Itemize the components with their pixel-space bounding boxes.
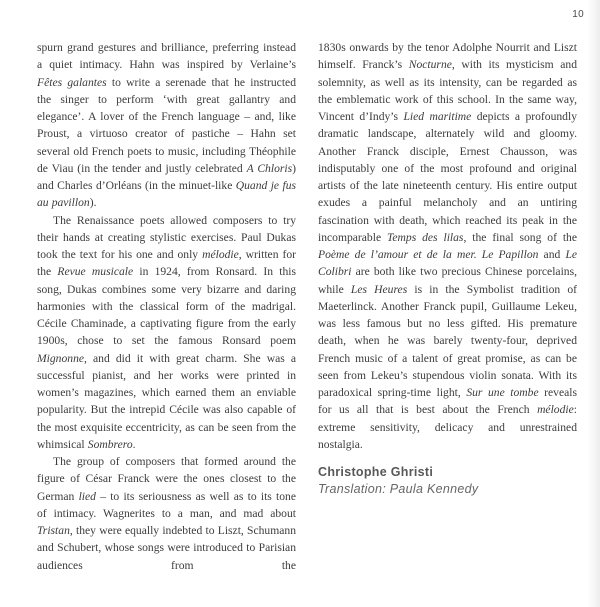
author-credit: Christophe Ghristi [318,465,434,479]
right-column [318,39,577,574]
paragraph: 1830s onwards by the tenor Adolphe Nourrit and Liszt himself. Franck’s Nocturne, with its mysticism and solemnity, as well as its intensity, can be regarded as the emblematic work of this school. In the same way, Vincent d’Indy’s Lied maritime depicts a profoundly dramatic landscape, alternately wild and gloomy. Another Franck disciple, Ernest Chausson, was indisputably one of the most profound and original artists of the late nineteenth century. His entire output exudes a painful melancholy and an untiring fascination with death, which reached its peak in the incomparable Temps des lilas, the final song of the Poème de l’amour et de la mer. Le Papillon and Le Colibri are both like two precious Chinese porcelains, while Les Heures is in the Symbolist tradition of Maeterlinck. Another Franck pupil, Guillaume Lekeu, was less famous but no less gifted. His premature death, when he was barely twenty-four, deprived French music of a talent of great promise, as can be seen from Lekeu’s stupendous violin sonata. With its paradoxical spring-time light, Sur une tombe reveals for us all that is best about the French mélodie: extreme sensitivity, delicacy and unrestrained nostalgia. [318,41,578,451]
page-edge-shade [587,0,600,607]
paragraph: The Renaissance poets allowed composers to try their hands at creating stylistic exercises. Paul Dukas took the text for his one and only mélodie, written for the Revue musicale in 1924, from Ronsard. In this song, Dukas combines some very bizarre and daring harmonies with the classical form of the madrigal. Cécile Chaminade, a captivating figure from the early 1900s, chose to set the famous Ronsard poem Mignonne, and did it with great charm. She was a successful pianist, and her works were printed in women’s magazines, which earned them an enviable popularity. But the intrepid Cécile was also capable of the most exquisite eccentricity, as can be seen from the whimsical Sombrero. [37,213,297,451]
paragraph: The group of composers that formed around the figure of César Franck were the ones closest to the German lied – to its seriousness as well as to its tone of intimacy. Wagnerites to a man, and mad about Tristan, they were equally indebted to Liszt, Schumann and Schubert, whose songs were introduced to Parisian audiences from the [37,455,296,572]
paragraph: spurn grand gestures and brilliance, preferring instead a quiet intimacy. Hahn was inspired by Verlaine’s Fêtes galantes to write a serenade that he instructed the singer to perform ‘with great gallantry and elegance’. A lover of the French language – and, like Proust, a virtuoso creator of pastiche – Hahn set several old French poets to music, including Théophile de Viau (in the tender and justly celebrated A Chloris) and Charles d’Orléans (in the minuet-like Quand je fus au pavillon). [37,41,297,210]
credits-block [318,464,577,498]
left-column [37,39,296,574]
translation-credit: Translation: Paula Kennedy [318,482,479,496]
page-number: 10 [572,9,584,20]
text-columns [37,39,577,574]
